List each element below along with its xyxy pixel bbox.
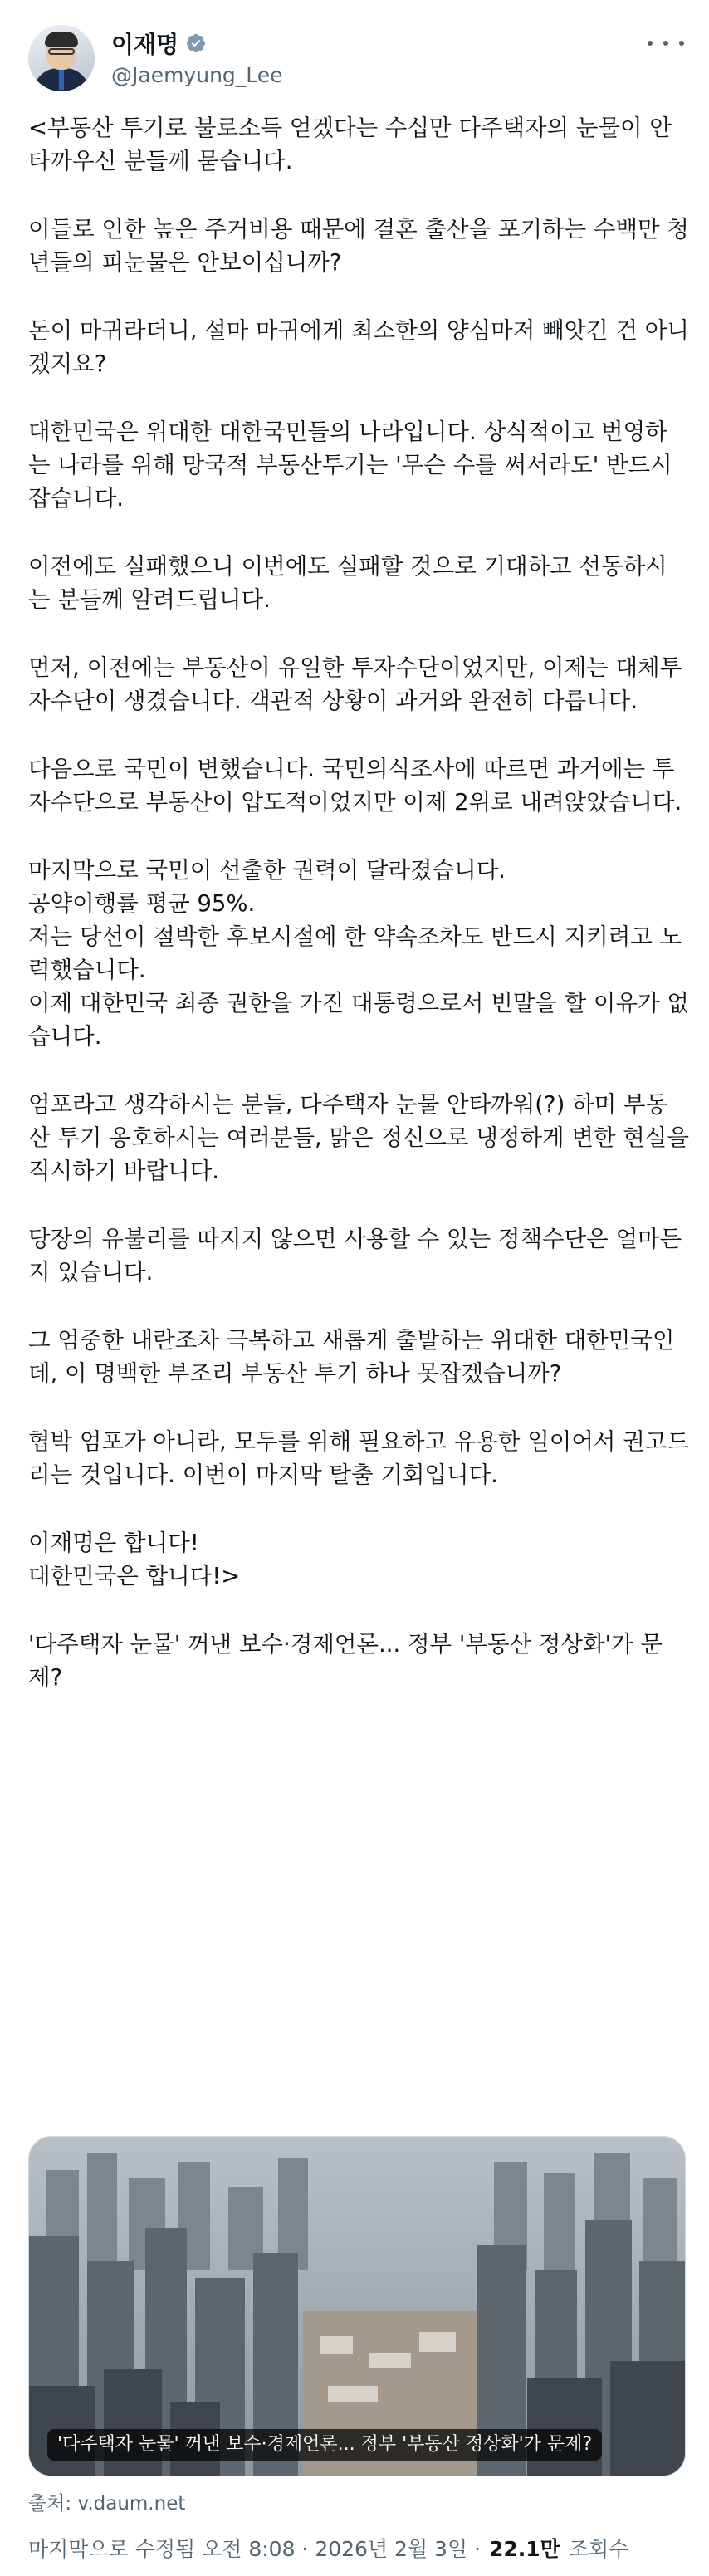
- tweet-body: [28, 111, 689, 1694]
- tweet-paragraph: 협박 엄포가 아니라, 모두를 위해 필요하고 유용한 일이어서 권고드리는 것입니다. 이번이 마지막 탈출 기회입니다.: [28, 1428, 689, 1488]
- tweet-paragraph: 그 엄중한 내란조차 극복하고 새롭게 출발하는 위대한 대한민국인데, 이 명백한 부조리 부동산 투기 하나 못잡겠습니까?: [28, 1327, 675, 1387]
- author-name-row: [111, 27, 207, 60]
- tweet-paragraph: 대한민국은 위대한 대한국민들의 나라입니다. 상식적이고 번영하는 나라를 위해 망국적 부동산투기는 '무슨 수를 써서라도' 반드시 잡습니다.: [28, 419, 672, 512]
- tweet-paragraph: 마지막으로 국민이 선출한 권력이 달라졌습니다. 공약이행률 평균 95%. 저는 당선이 절박한 후보시절에 한 약속조차도 반드시 지키려고 노력했습니다. 이제 대한민국 최종 권한을 가진 대통령으로서 빈말을 할 이유가 없습니다.: [28, 857, 689, 1050]
- avatar[interactable]: [28, 25, 95, 91]
- views-label: 조회수: [568, 2537, 629, 2561]
- tweet-paragraph: 다음으로 국민이 변했습니다. 국민의식조사에 따르면 과거에는 투자수단으로 부동산이 압도적이었지만 이제 2위로 내려앉았습니다.: [28, 756, 682, 815]
- tweet-paragraph: 이들로 인한 높은 주거비용 때문에 결혼 출산을 포기하는 수백만 청년들의 피눈물은 안보이십니까?: [28, 216, 689, 276]
- link-card-caption: '다주택자 눈물' 꺼낸 보수·경제언론... 정부 '부동산 정상화'가 문제?: [47, 2429, 602, 2461]
- tweet-paragraph: <부동산 투기로 불로소득 얻겠다는 수십만 다주택자의 눈물이 안타까우신 분들께 묻습니다.: [28, 115, 672, 174]
- tweet-paragraph: 엄포라고 생각하시는 분들, 다주택자 눈물 안타까워(?) 하며 부동산 투기 옹호하시는 여러분들, 맑은 정신으로 냉정하게 변한 현실을 직시하기 바랍니다.: [28, 1091, 689, 1184]
- link-headline: '다주택자 눈물' 꺼낸 보수·경제언론... 정부 '부동산 정상화'가 문제?: [28, 1631, 663, 1691]
- link-preview-card[interactable]: [28, 2136, 686, 2476]
- author-display-name[interactable]: 이재명: [111, 31, 179, 58]
- author-handle[interactable]: @Jaemyung_Lee: [111, 63, 283, 87]
- tweet-paragraph: 돈이 마귀라더니, 설마 마귀에게 최소한의 양심마저 빼앗긴 건 아니겠지요?: [28, 317, 689, 377]
- tweet-paragraph: 먼저, 이전에는 부동산이 유일한 투자수단이었지만, 이제는 대체투자수단이 생겼습니다. 객관적 상황이 과거와 완전히 다릅니다.: [28, 654, 682, 714]
- tweet-paragraph: 이전에도 실패했으니 이번에도 실패할 것으로 기대하고 선동하시는 분들께 알려드립니다.: [28, 553, 667, 613]
- tweet-paragraph: 당장의 유불리를 따지지 않으면 사용할 수 있는 정책수단은 얼마든지 있습니다.: [28, 1226, 682, 1286]
- tweet-paragraph: 이재명은 합니다! 대한민국은 합니다!>: [28, 1530, 241, 1589]
- more-options-icon[interactable]: [648, 33, 684, 53]
- link-source[interactable]: 출처: v.daum.net: [28, 2493, 186, 2515]
- tweet-header: [25, 22, 689, 101]
- views-count: 22.1만: [489, 2537, 560, 2561]
- tweet-metadata: [28, 2533, 628, 2563]
- apartment-skyline-graphic: [29, 2137, 685, 2476]
- edited-timestamp[interactable]: 마지막으로 수정됨 오전 8:08 · 2026년 2월 3일 ·: [28, 2537, 481, 2561]
- cityscape-image: [29, 2137, 685, 2476]
- verified-badge-icon: [185, 32, 207, 54]
